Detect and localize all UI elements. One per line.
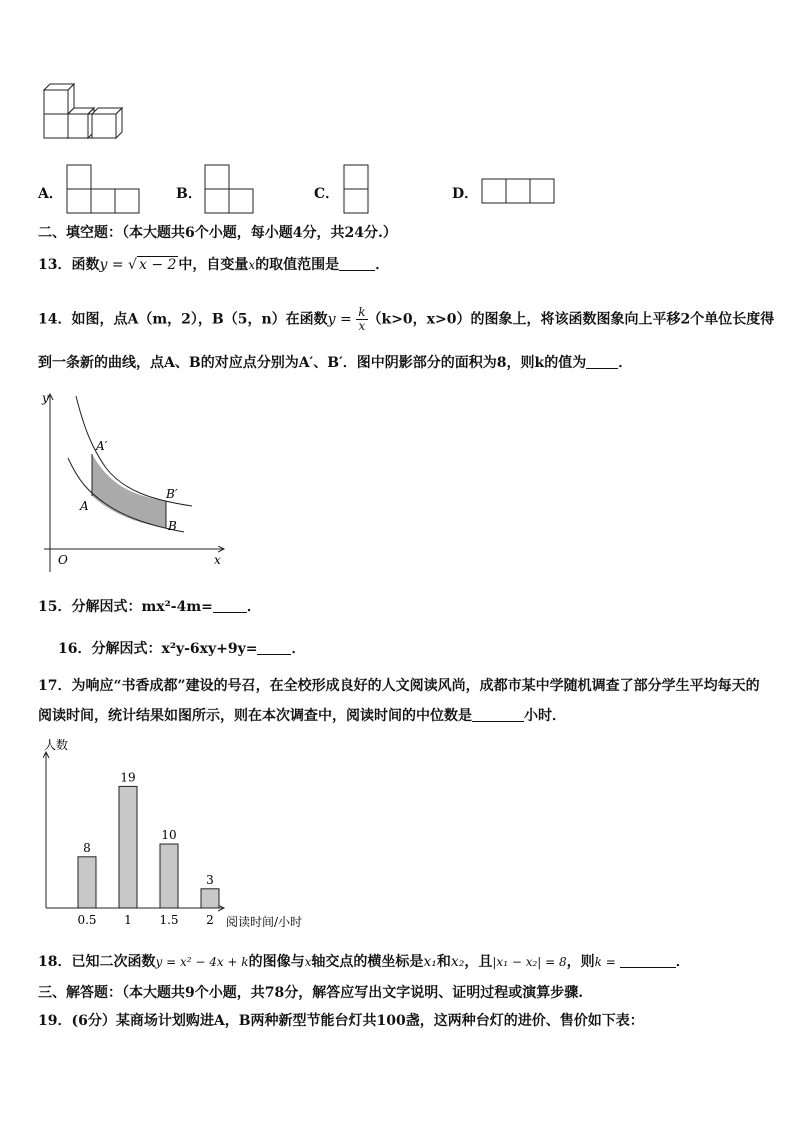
q18-and: 和 (436, 954, 451, 970)
q17-line2-end: 小时． (524, 708, 566, 724)
bar-value-label: 10 (161, 828, 177, 842)
graph-x-label: x (214, 553, 221, 567)
chart-x-label: 阅读时间/小时 (226, 915, 303, 929)
chart-y-label: 人数 (44, 738, 69, 752)
q14-line1-suffix: （k>0，x>0）的图象上，将该函数图象向上平移2个单位长度得 (367, 311, 775, 328)
graph-origin-label: O (58, 553, 68, 567)
question-16 (58, 640, 305, 658)
q13-answer-blank[interactable] (339, 256, 375, 271)
q18-x2: x₂ (450, 954, 465, 970)
q15-text: 15．分解因式：mx²-4m= (38, 599, 213, 615)
x-tick-label: 0.5 (77, 913, 97, 927)
option-a-view[interactable] (66, 164, 142, 216)
section-2-heading: 二、填空题：（本大题共6个小题，每小题4分，共24分.） (38, 225, 397, 241)
bar-value-label: 8 (83, 840, 91, 855)
q13-prefix: 13．函数 (38, 257, 100, 273)
reading-time-bar-chart (30, 734, 330, 934)
q18-x1: x₁ (423, 954, 437, 970)
point-b-prime-label: B′ (166, 487, 178, 501)
q14-line1-prefix: 14．如图，点A（m，2），B（5，n）在函数 (38, 311, 328, 328)
q18-prefix: 18．已知二次函数 (38, 954, 156, 970)
option-c-view[interactable] (343, 164, 371, 216)
q13-var-x: x (248, 258, 256, 272)
point-b-label: B (168, 519, 177, 533)
q16-text: 16．分解因式：x²y-6xy+9y= (58, 641, 258, 657)
question-17-line-2 (38, 707, 566, 725)
q14-function-graph (36, 388, 232, 572)
q13-func-y: y (99, 257, 108, 273)
bar-1.5 (160, 844, 178, 908)
bar-value-label: 19 (120, 770, 136, 785)
q13-middle: 中，自变量 (178, 257, 249, 273)
q18-k-eq: k = (594, 955, 616, 969)
q15-answer-blank[interactable] (213, 598, 247, 613)
q18-abs-expr: |x₁ − x₂| = 8 (492, 955, 567, 969)
question-17-line-1: 17．为响应“书香成都”建设的号召，在全校形成良好的人文阅读风尚，成都市某中学随机调查了部分学生平均每天的 (38, 678, 760, 694)
q18-answer-blank[interactable] (620, 953, 676, 968)
option-c-label[interactable]: C． (314, 186, 340, 202)
q18-mid1: 的图像与 (248, 954, 305, 970)
q14-fraction (356, 306, 367, 333)
q14-eq: = (335, 311, 357, 328)
question-14-line-2 (38, 354, 632, 372)
q13-suffix: 的取值范围是 (255, 257, 340, 273)
question-15 (38, 598, 261, 616)
point-a-prime-label: A′ (96, 439, 108, 453)
q13-eq: = (107, 257, 129, 273)
q13-end: ． (375, 257, 390, 273)
cube-solid-figure (40, 82, 124, 148)
x-tick-label: 2 (206, 913, 214, 927)
bar-2 (201, 889, 219, 908)
question-13: 13．函数y = √ x − 2 中，自变量x的取值范围是 ． (38, 257, 390, 273)
section-3-heading: 三、解答题：（本大题共9个小题，共78分，解答应写出文字说明、证明过程或演算步骤. (38, 985, 584, 1001)
graph-y-label: y (42, 391, 49, 405)
q17-line2: 阅读时间，统计结果如图所示，则在本次调查中，阅读时间的中位数是 (38, 708, 472, 724)
option-d-view[interactable] (481, 178, 559, 206)
q13-sqrt-content: x − 2 (138, 257, 177, 273)
question-18 (38, 953, 690, 971)
point-a-label: A (80, 499, 89, 513)
x-tick-label: 1.5 (159, 913, 179, 927)
q18-mid4: ，则 (566, 954, 595, 970)
q18-formula: y = x² − 4x + k (155, 955, 249, 969)
q18-end: ． (675, 954, 690, 970)
bar-1 (119, 786, 137, 908)
bar-0.5 (78, 857, 96, 908)
q17-answer-blank[interactable] (472, 707, 524, 722)
option-b-label[interactable]: B． (176, 186, 202, 202)
question-19: 19．(6分）某商场计划购进A，B两种新型节能台灯共100盏，这两种台灯的进价、售价如下表： (38, 1013, 644, 1029)
option-d-label[interactable]: D． (452, 186, 479, 202)
q14-answer-blank[interactable] (586, 354, 618, 369)
q14-end: ． (618, 355, 633, 371)
q14-line2: 到一条新的曲线，点A、B的对应点分别为A′、B′．图中阴影部分的面积为8，则k的值为 (38, 355, 587, 371)
q16-answer-blank[interactable] (257, 640, 291, 655)
q16-end: ． (291, 641, 306, 657)
q14-func-y: y (327, 311, 336, 328)
q14-frac-num: k (358, 305, 366, 319)
q14-frac-den: x (358, 319, 366, 333)
q18-var-x: x (304, 955, 312, 969)
option-b-view[interactable] (204, 164, 256, 216)
x-tick-label: 1 (124, 913, 132, 927)
q18-mid3: ，且 (464, 954, 493, 970)
question-14-line-1 (38, 306, 774, 333)
q18-mid2: 轴交点的横坐标是 (311, 954, 424, 970)
option-a-label[interactable]: A． (38, 186, 63, 202)
bar-value-label: 3 (206, 872, 214, 887)
q15-end: ． (246, 599, 261, 615)
